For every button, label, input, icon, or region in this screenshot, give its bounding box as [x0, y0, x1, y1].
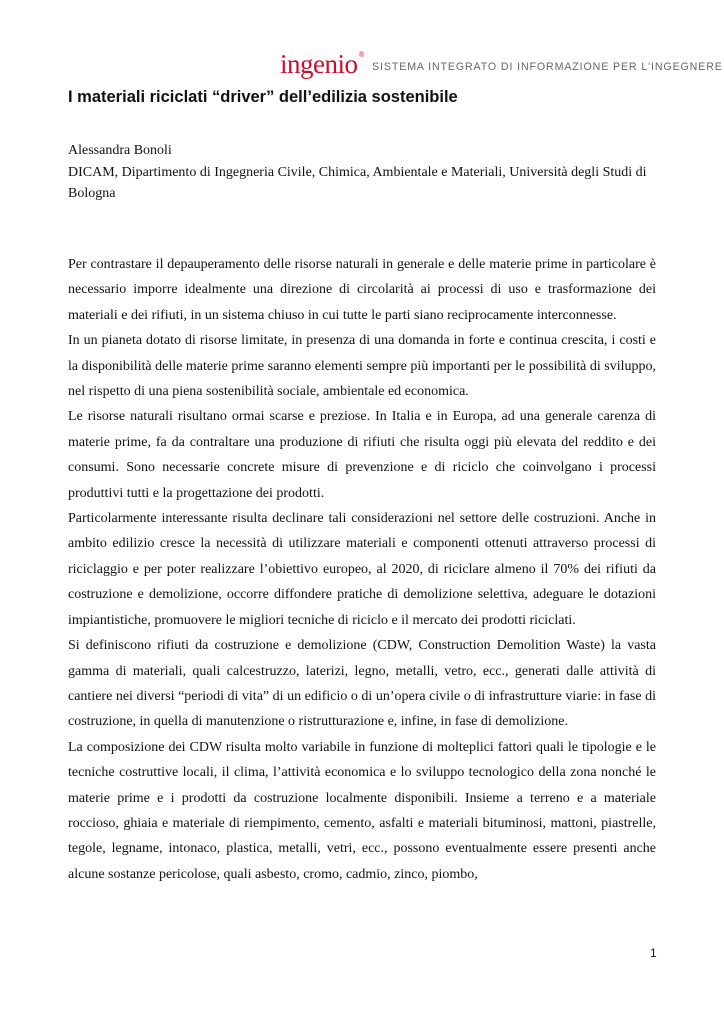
- logo-registered-mark: ®: [358, 50, 365, 59]
- page-header: [280, 40, 723, 79]
- paragraph: La composizione dei CDW risulta molto variabile in funzione di molteplici fattori quali le tipologie e le tecniche costruttive locali, il clima, l’attività economica e lo sviluppo tecnologico della zona nonché le materie prime e i prodotti da costruzione localmente disponibili. Insieme a terreno e a materiale roccioso, ghiaia e materiale di riempimento, cemento, asfalti e materiali bituminosi, mattoni, piastrelle, tegole, legname, intonaco, plastica, metalli, vetri, ecc., possono eventualmente essere presenti anche alcune sostanze pericolose, quali asbesto, cromo, cadmio, zinco, piombo,: [68, 739, 656, 882]
- page-number: 1: [650, 946, 657, 960]
- paragraph: Per contrastare il depauperamento delle risorse naturali in generale e delle materie prime in particolare è necessario imporre idealmente una direzione di circolarità ai processi di uso e trasformazione dei materiali e dei rifiuti, in un sistema chiuso in cui tutte le parti siano reciprocamente interconnesse.: [68, 257, 656, 323]
- ingenio-logo: [280, 51, 364, 78]
- paragraph: In un pianeta dotato di risorse limitate, in presenza di una domanda in forte e continua crescita, i costi e la disponibilità delle materie prime saranno elementi sempre più importanti per le possibilità di sviluppo, nel rispetto di una piena sostenibilità sociale, ambientale ed economica.: [68, 333, 656, 400]
- author-name: Alessandra Bonoli: [68, 143, 172, 158]
- paragraph: Le risorse naturali risultano ormai scarse e preziose. In Italia e in Europa, ad una generale carenza di materie prime, fa da contraltare una produzione di rifiuti che risulta oggi più elevata del reddito e dei consumi. Sono necessarie concrete misure di prevenzione e di riciclo che coinvolgano i processi produttivi tutti e la progettazione dei prodotti.: [68, 409, 656, 501]
- paragraph: Particolarmente interessante risulta declinare tali considerazioni nel settore delle costruzioni. Anche in ambito edilizio cresce la necessità di utilizzare materiali e componenti ottenuti attraverso processi di riciclaggio e per poter realizzare l’obiettivo europeo, al 2020, di riciclare almeno il 70% dei rifiuti da costruzione e demolizione, occorre diffondere pratiche di demolizione selettiva, adeguare le dotazioni impiantistiche, promuovere le migliori tecniche di riciclo e il mercato dei prodotti riciclati.: [68, 511, 656, 628]
- paragraph: Si definiscono rifiuti da costruzione e demolizione (CDW, Construction Demolition Waste) la vasta gamma di materiali, quali calcestruzzo, laterizi, legno, metalli, vetro, ecc., generati dalle attività di cantiere nei diversi “periodi di vita” di un edificio o di un’opera civile o di infrastrutture viarie: in fase di costruzione, in quella di manutenzione o ristrutturazione e, infine, in fase di demolizione.: [68, 638, 656, 730]
- header-tagline: SISTEMA INTEGRATO DI INFORMAZIONE PER L'INGEGNERE: [372, 61, 723, 73]
- logo-text: ingenio: [280, 49, 358, 79]
- document-title: I materiali riciclati “driver” dell’edilizia sostenibile: [68, 88, 458, 106]
- body-text: [68, 252, 656, 887]
- author-affiliation: DICAM, Dipartimento di Ingegneria Civile, Chimica, Ambientale e Materiali, Università degli Studi di Bologna: [68, 165, 647, 201]
